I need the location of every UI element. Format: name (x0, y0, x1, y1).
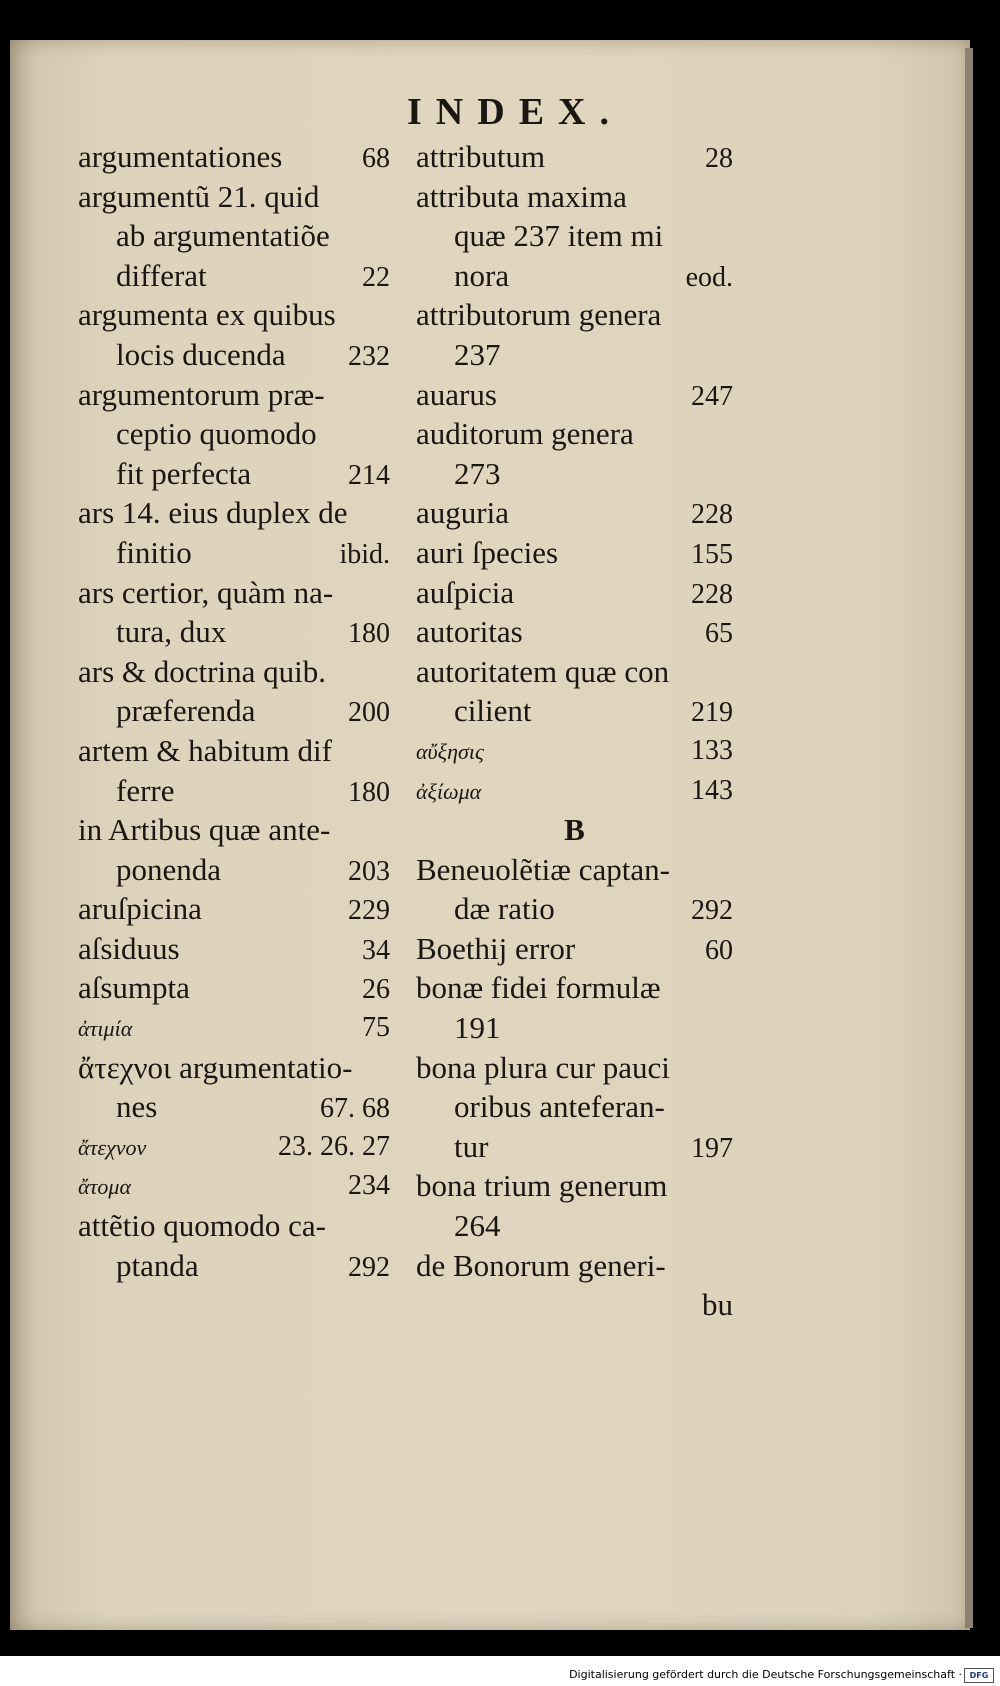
index-page-ref: 219 (691, 697, 733, 729)
index-page-ref: 229 (348, 895, 390, 927)
index-term: B (564, 812, 585, 848)
index-entry (416, 731, 733, 771)
index-term: differat (116, 257, 207, 293)
index-entry (416, 335, 733, 375)
index-entry (78, 889, 390, 929)
index-entry (416, 1008, 733, 1048)
index-term: tura, dux (116, 614, 227, 650)
index-term: de Bonorum generi- (416, 1247, 666, 1283)
index-entry (78, 1166, 390, 1206)
index-term: ἄτομα (78, 1174, 132, 1200)
index-page-ref: 28 (705, 143, 733, 174)
index-page-ref: 247 (691, 380, 733, 412)
index-page-ref: 26 (362, 974, 390, 1006)
index-entry (78, 1206, 390, 1246)
index-page-ref: 292 (691, 895, 733, 927)
index-page-ref: 214 (348, 459, 390, 491)
index-term: auditorum genera (416, 416, 634, 452)
index-entry (416, 1087, 733, 1127)
index-term: Beneuolẽtiæ captan- (416, 851, 670, 887)
index-entry (416, 850, 733, 890)
index-entry (78, 177, 390, 217)
index-term: auri ſpecies (416, 534, 559, 570)
page-edge (965, 48, 973, 1628)
index-term: tur (454, 1128, 489, 1164)
index-page-ref: 68 (362, 143, 390, 174)
index-page-ref: 228 (691, 578, 733, 610)
index-entry (416, 573, 733, 613)
index-entry (416, 177, 733, 217)
index-entry (78, 493, 390, 533)
index-term: attributum (416, 139, 546, 174)
index-entry (78, 850, 390, 890)
index-term: artem & habitum dif (78, 732, 332, 768)
index-entry (78, 295, 390, 335)
index-term: bona trium generum (416, 1168, 668, 1204)
index-term: ponenda (116, 851, 222, 887)
index-column-left (78, 137, 390, 1285)
index-term: argumenta ex quibus (78, 297, 336, 333)
index-term: 191 (454, 1010, 501, 1046)
index-term: dæ ratio (454, 891, 555, 927)
index-page-ref: 133 (691, 734, 733, 766)
index-page-ref: 155 (691, 538, 733, 570)
index-term: fit perfecta (116, 455, 252, 491)
index-page-ref: 22 (362, 261, 390, 293)
index-term: attributa maxima (416, 178, 627, 214)
index-entry (78, 810, 390, 850)
index-entry (416, 1285, 733, 1325)
index-entry (416, 612, 733, 652)
index-page-ref: 200 (348, 697, 390, 729)
index-entry (78, 414, 390, 454)
index-term: 264 (454, 1208, 501, 1244)
index-entry (78, 1008, 390, 1048)
index-page-ref: 34 (362, 934, 390, 966)
index-term: ars 14. eius duplex de (78, 495, 348, 531)
index-term: argumentationes (78, 139, 283, 174)
index-term: Boethij error (416, 930, 576, 966)
index-term: aſsiduus (78, 930, 180, 966)
index-entry (416, 889, 733, 929)
index-term: oribus anteferan- (454, 1089, 665, 1125)
index-entry (416, 295, 733, 335)
index-page-ref: 23. 26. 27 (278, 1130, 390, 1162)
index-term: ab argumentatiõe (116, 218, 330, 254)
index-entry (78, 612, 390, 652)
index-entry (416, 533, 733, 573)
index-term: quæ 237 item mi (454, 218, 664, 254)
index-page-ref: 143 (691, 774, 733, 806)
index-entry (78, 533, 390, 573)
index-term: argumentorum præ- (78, 376, 325, 412)
index-entry (416, 454, 733, 494)
index-entry (416, 1166, 733, 1206)
index-term: auguria (416, 495, 509, 531)
index-column-right (416, 137, 733, 1325)
index-entry (416, 810, 733, 850)
index-entry (416, 929, 733, 969)
index-entry (78, 731, 390, 771)
index-term: finitio (116, 534, 192, 570)
index-page-ref: eod. (685, 261, 733, 293)
index-term: aſsumpta (78, 970, 190, 1006)
index-term: ἀξίωμα (416, 778, 482, 804)
index-term: 273 (454, 455, 501, 491)
dfg-logo: DFG (964, 1668, 994, 1683)
index-entry (416, 375, 733, 415)
index-term: ἀτιμία (78, 1016, 133, 1042)
index-page-ref: 75 (362, 1012, 390, 1044)
index-term: cilient (454, 693, 532, 729)
index-page-ref: 65 (705, 618, 733, 650)
index-page-ref: ibid. (339, 538, 390, 570)
index-page-ref: 234 (348, 1170, 390, 1202)
index-term: locis ducenda (116, 336, 286, 372)
index-entry (78, 216, 390, 256)
index-entry (78, 1127, 390, 1167)
index-term: bu (702, 1287, 733, 1323)
index-page-ref: 180 (348, 776, 390, 808)
index-term: αὔξησις (416, 738, 484, 764)
index-entry (78, 573, 390, 613)
index-entry (78, 968, 390, 1008)
index-page-ref: 292 (348, 1251, 390, 1283)
index-term: ferre (116, 772, 175, 808)
index-page-ref: 67. 68 (320, 1093, 390, 1125)
index-entry (416, 968, 733, 1008)
index-entry (78, 256, 390, 296)
index-term: bonæ fidei formulæ (416, 970, 661, 1006)
index-entry (78, 454, 390, 494)
index-term: bona plura cur pauci (416, 1049, 670, 1085)
index-entry (78, 335, 390, 375)
index-page-ref: 232 (348, 340, 390, 372)
index-term: auſpicia (416, 574, 515, 610)
index-page-ref: 60 (705, 934, 733, 966)
index-entry (416, 1206, 733, 1246)
index-term: autoritas (416, 614, 523, 650)
index-entry (416, 652, 733, 692)
index-page-ref: 180 (348, 618, 390, 650)
index-entry (78, 1246, 390, 1286)
index-term: 237 (454, 336, 501, 372)
index-entry (78, 1048, 390, 1088)
index-term: argumentũ 21. quid (78, 178, 320, 214)
index-term: ptanda (116, 1247, 199, 1283)
index-term: attẽtio quomodo ca- (78, 1208, 326, 1244)
index-term: autoritatem quæ con (416, 653, 670, 689)
index-term: auarus (416, 376, 497, 412)
index-term: ἄτεχνοι argumentatio- (78, 1049, 353, 1085)
index-entry (78, 375, 390, 415)
index-term: ars certior, quàm na- (78, 574, 334, 610)
index-entry (416, 137, 733, 177)
index-term: præferenda (116, 693, 256, 729)
index-entry (78, 691, 390, 731)
index-term: attributorum genera (416, 297, 662, 333)
index-entry (416, 1246, 733, 1286)
index-entry (78, 137, 390, 177)
index-page-ref: 228 (691, 499, 733, 531)
index-term: in Artibus quæ ante- (78, 812, 331, 848)
page-header: INDEX. (407, 91, 623, 133)
index-page-ref: 197 (691, 1132, 733, 1164)
index-term: ceptio quomodo (116, 416, 317, 452)
index-entry (78, 771, 390, 811)
index-entry (416, 216, 733, 256)
index-entry (416, 256, 733, 296)
index-entry (416, 1048, 733, 1088)
footer-credit: Digitalisierung gefördert durch die Deutsche Forschungsgemeinschaft · (569, 1668, 962, 1681)
index-entry (78, 929, 390, 969)
index-entry (416, 1127, 733, 1167)
index-term: ars & doctrina quib. (78, 653, 326, 689)
index-entry (416, 414, 733, 454)
index-page-ref: 203 (348, 855, 390, 887)
index-term: ἄτεχνον (78, 1134, 147, 1160)
index-entry (416, 691, 733, 731)
index-term: aruſpicina (78, 891, 202, 927)
index-entry (78, 652, 390, 692)
index-term: nora (454, 257, 510, 293)
index-term: nes (116, 1089, 158, 1125)
index-entry (416, 493, 733, 533)
index-entry (78, 1087, 390, 1127)
index-entry (416, 771, 733, 811)
